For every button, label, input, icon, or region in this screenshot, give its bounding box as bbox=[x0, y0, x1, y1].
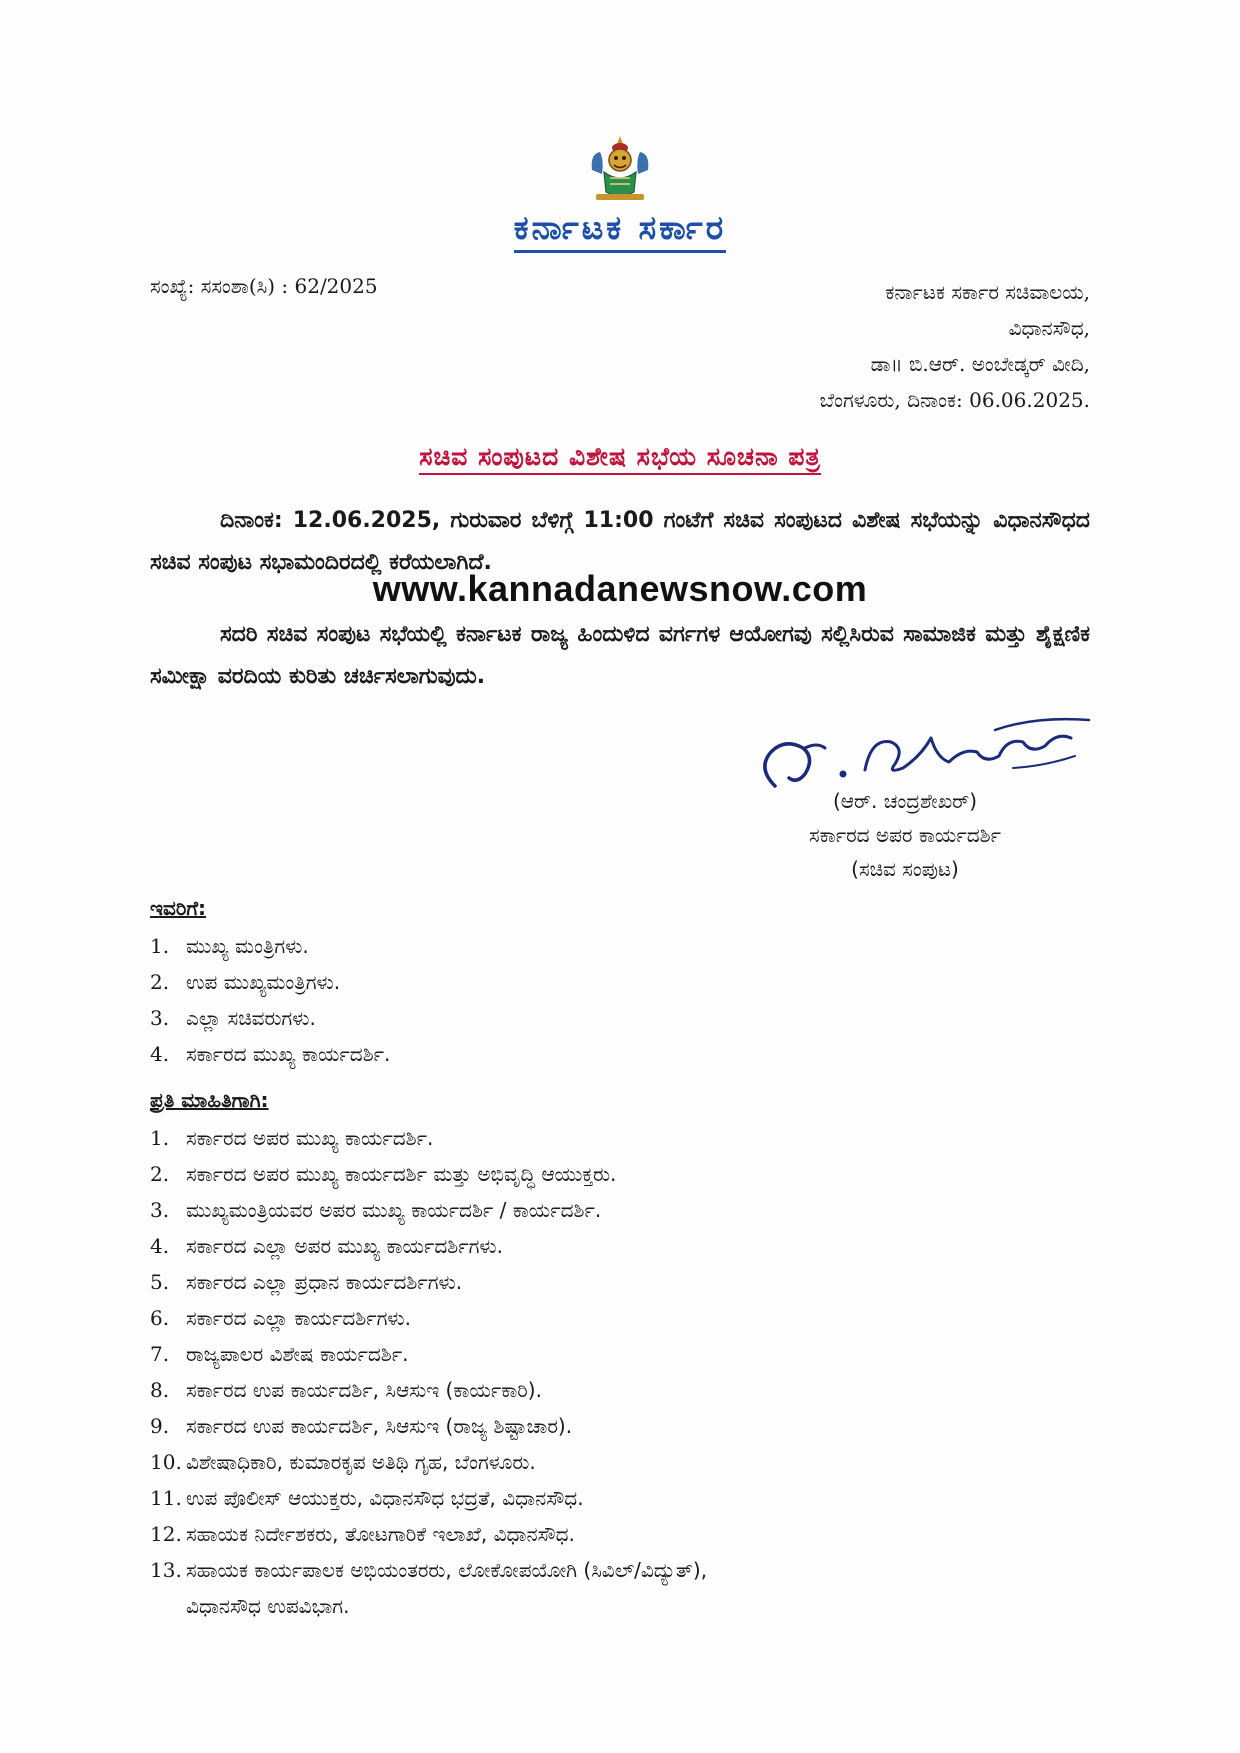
reference-number: ಸಂಖ್ಯೆ: ಸಸಂಶಾ(ಸಿ) : 62/2025 bbox=[150, 274, 378, 298]
item-number: 1. bbox=[150, 1126, 170, 1150]
subject-wrap bbox=[0, 442, 1240, 475]
item-number: 6. bbox=[150, 1306, 170, 1330]
list-item bbox=[150, 928, 390, 964]
address-date-line: ಬೆಂಗಳೂರು, ದಿನಾಂಕ: 06.06.2025. bbox=[819, 388, 1090, 412]
list-item bbox=[150, 1336, 707, 1372]
item-text: ಸರ್ಕಾರದ ಎಲ್ಲಾ ಪ್ರಧಾನ ಕಾರ್ಯದರ್ಶಿಗಳು. bbox=[186, 1270, 463, 1294]
item-text: ಎಲ್ಲಾ ಸಚಿವರುಗಳು. bbox=[186, 1006, 316, 1030]
signatory-block bbox=[740, 784, 1070, 886]
item-number: 2. bbox=[150, 970, 170, 994]
list-item bbox=[150, 1444, 707, 1480]
item-number: 1. bbox=[150, 934, 170, 958]
item-text: ಸರ್ಕಾರದ ಮುಖ್ಯ ಕಾರ್ಯದರ್ಶಿ. bbox=[186, 1042, 391, 1066]
list-item bbox=[150, 1300, 707, 1336]
list-item bbox=[150, 1192, 707, 1228]
karnataka-state-emblem-icon bbox=[582, 130, 658, 206]
list-item bbox=[150, 1264, 707, 1300]
list-item bbox=[150, 1000, 390, 1036]
copy-list bbox=[150, 1120, 707, 1624]
item-number: 2. bbox=[150, 1162, 170, 1186]
list-item bbox=[150, 1036, 390, 1072]
item-number: 8. bbox=[150, 1378, 170, 1402]
agenda-text: ಸದರಿ ಸಚಿವ ಸಂಪುಟ ಸಭೆಯಲ್ಲಿ ಕರ್ನಾಟಕ ರಾಜ್ಯ ಹಿಂದುಳಿದ ವರ್ಗಗಳ ಆಯೋಗವು ಸಲ್ಲಿಸಿರುವ ಸಾಮಾಜಿಕ ಮತ್ತು ಶೈಕ್ಷಣಿಕ ಸಮೀಕ್ಷಾ ವರದಿಯ ಕುರಿತು ಚರ್ಚಿಸಲಾಗುವುದು. bbox=[150, 622, 1090, 689]
agenda-paragraph bbox=[150, 614, 1090, 698]
list-item bbox=[150, 964, 390, 1000]
item-text: ಸರ್ಕಾರದ ಅಪರ ಮುಖ್ಯ ಕಾರ್ಯದರ್ಶಿ. bbox=[186, 1126, 434, 1150]
signatory-name: (ಆರ್. ಚಂದ್ರಶೇಖರ್) bbox=[832, 789, 978, 813]
meeting-text: ದಿನಾಂಕ: 12.06.2025, ಗುರುವಾರ ಬೆಳಿಗ್ಗೆ 11:00 ಗಂಟೆಗೆ ಸಚಿವ ಸಂಪುಟದ ವಿಶೇಷ ಸಭೆಯನ್ನು ವಿಧಾನಸೌಧದ ಸಚಿವ ಸಂಪುಟ ಸಭಾಮಂದಿರದಲ್ಲಿ ಕರೆಯಲಾಗಿದೆ. bbox=[150, 508, 1090, 575]
item-text: ಉಪ ಮುಖ್ಯಮಂತ್ರಿಗಳು. bbox=[186, 970, 341, 994]
list-item bbox=[150, 1372, 707, 1408]
signatory-designation: ಸರ್ಕಾರದ ಅಪರ ಕಾರ್ಯದರ್ಶಿ bbox=[809, 823, 1001, 847]
list-item bbox=[150, 1228, 707, 1264]
list-item bbox=[150, 1156, 707, 1192]
item-number: 10. bbox=[150, 1450, 182, 1474]
item-number: 7. bbox=[150, 1342, 170, 1366]
item-text: ಸಹಾಯಕ ನಿರ್ದೇಶಕರು, ತೋಟಗಾರಿಕೆ ಇಲಾಖೆ, ವಿಧಾನಸೌಧ. bbox=[186, 1522, 575, 1546]
item-text: ಉಪ ಪೊಲೀಸ್ ಆಯುಕ್ತರು, ವಿಧಾನಸೌಧ ಭದ್ರತೆ, ವಿಧಾನಸೌಧ. bbox=[186, 1486, 584, 1510]
list-item bbox=[150, 1408, 707, 1444]
address-line: ಕರ್ನಾಟಕ ಸರ್ಕಾರ ಸಚಿವಾಲಯ, bbox=[885, 280, 1090, 304]
item-text: ಸರ್ಕಾರದ ಎಲ್ಲಾ ಕಾರ್ಯದರ್ಶಿಗಳು. bbox=[186, 1306, 411, 1330]
item-text: ಸರ್ಕಾರದ ಎಲ್ಲಾ ಅಪರ ಮುಖ್ಯ ಕಾರ್ಯದರ್ಶಿಗಳು. bbox=[186, 1234, 503, 1258]
list-item bbox=[150, 1480, 707, 1516]
address-line: ಡಾ॥ ಬಿ.ಆರ್. ಅಂಬೇಡ್ಕರ್ ವೀದಿ, bbox=[870, 352, 1090, 376]
copy-heading: ಪ್ರತಿ ಮಾಹಿತಿಗಾಗಿ: bbox=[150, 1088, 269, 1112]
item-text: ಸಹಾಯಕ ಕಾರ್ಯಪಾಲಕ ಅಭಿಯಂತರರು, ಲೋಕೋಪಯೋಗಿ (ಸಿವಿಲ್/ವಿದ್ಯುತ್), bbox=[186, 1558, 708, 1582]
item-number: 5. bbox=[150, 1270, 170, 1294]
item-number: 4. bbox=[150, 1234, 170, 1258]
office-address bbox=[820, 274, 1090, 418]
item-number: 12. bbox=[150, 1522, 182, 1546]
item-number: 13. bbox=[150, 1558, 182, 1582]
item-number: 4. bbox=[150, 1042, 170, 1066]
notice-subject: ಸಚಿವ ಸಂಪುಟದ ವಿಶೇಷ ಸಭೆಯ ಸೂಚನಾ ಪತ್ರ bbox=[419, 442, 821, 475]
list-item bbox=[150, 1120, 707, 1156]
government-title: ಕರ್ನಾಟಕ ಸರ್ಕಾರ bbox=[514, 208, 726, 253]
item-text: ವಿಶೇಷಾಧಿಕಾರಿ, ಕುಮಾರಕೃಪ ಅತಿಥಿ ಗೃಹ, ಬೆಂಗಳೂರು. bbox=[186, 1450, 536, 1474]
website-watermark: www.kannadanewsnow.com bbox=[372, 568, 868, 609]
list-item-continuation: ವಿಧಾನಸೌಧ ಉಪವಿಭಾಗ. bbox=[186, 1594, 350, 1618]
signatory-department: (ಸಚಿವ ಸಂಪುಟ) bbox=[851, 857, 959, 881]
item-number: 3. bbox=[150, 1006, 170, 1030]
item-text: ರಾಜ್ಯಪಾಲರ ವಿಶೇಷ ಕಾರ್ಯದರ್ಶಿ. bbox=[186, 1342, 409, 1366]
item-text: ಮುಖ್ಯ ಮಂತ್ರಿಗಳು. bbox=[186, 934, 309, 958]
item-text: ಸರ್ಕಾರದ ಉಪ ಕಾರ್ಯದರ್ಶಿ, ಸಿಆಸುಇ (ರಾಜ್ಯ ಶಿಷ್ಟಾಚಾರ). bbox=[186, 1414, 573, 1438]
recipients-heading: ಇವರಿಗೆ: bbox=[150, 896, 207, 920]
list-item bbox=[150, 1516, 707, 1552]
item-text: ಸರ್ಕಾರದ ಅಪರ ಮುಖ್ಯ ಕಾರ್ಯದರ್ಶಿ ಮತ್ತು ಅಭಿವೃದ್ಧಿ ಆಯುಕ್ತರು. bbox=[186, 1162, 617, 1186]
item-text: ಮುಖ್ಯಮಂತ್ರಿಯವರ ಅಪರ ಮುಖ್ಯ ಕಾರ್ಯದರ್ಶಿ / ಕಾರ್ಯದರ್ಶಿ. bbox=[186, 1198, 602, 1222]
list-item bbox=[150, 1552, 707, 1588]
recipients-list bbox=[150, 928, 390, 1072]
item-number: 11. bbox=[150, 1486, 182, 1510]
item-text: ಸರ್ಕಾರದ ಉಪ ಕಾರ್ಯದರ್ಶಿ, ಸಿಆಸುಇ (ಕಾರ್ಯಕಾರಿ). bbox=[186, 1378, 542, 1402]
address-line: ವಿಧಾನಸೌಧ, bbox=[1008, 316, 1090, 340]
government-title-wrap bbox=[0, 208, 1240, 253]
item-number: 3. bbox=[150, 1198, 170, 1222]
item-number: 9. bbox=[150, 1414, 170, 1438]
